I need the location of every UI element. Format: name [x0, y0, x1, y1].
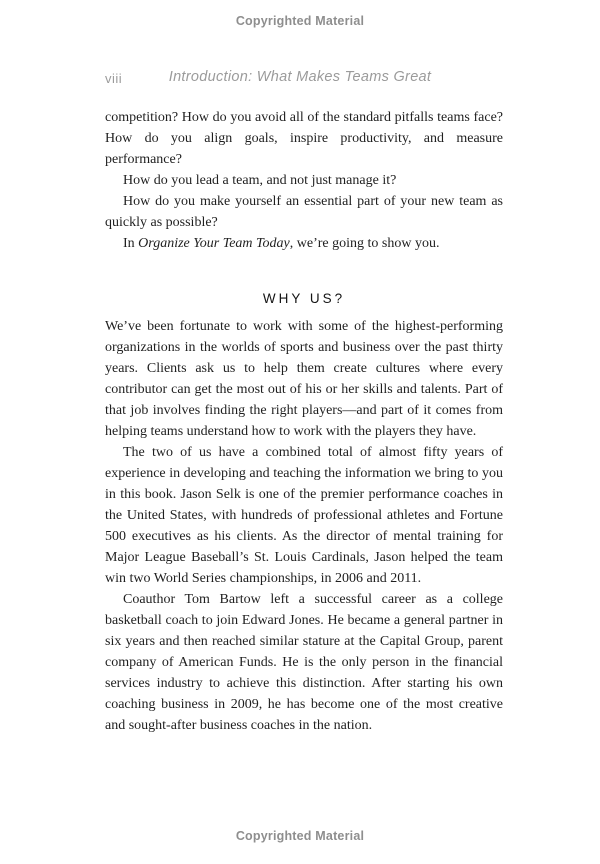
book-title: Organize Your Team Today: [138, 236, 290, 251]
text-run: In: [123, 236, 139, 251]
copyright-notice-bottom: Copyrighted Material: [235, 829, 365, 843]
paragraph-intro-3: How do you make yourself an essential part of your new team as quickly as possible?: [105, 194, 503, 230]
running-title: Introduction: What Makes Teams Great: [168, 69, 432, 85]
paragraph-intro-2: How do you lead a team, and not just manage it?: [123, 173, 397, 188]
paragraph-section-1: We’ve been fortunate to work with some of the highest-performing organizations in the worlds of sports and business over the past thirty years. Clients ask us to help them create cultures where every contributor can get the most out of his or her skills and talents. Part of that job involves finding the right players—and part of it comes from helping teams understand how to work with the players they have.: [105, 319, 503, 439]
paragraph-intro-4: [105, 233, 503, 254]
copyright-notice-top: Copyrighted Material: [235, 14, 365, 28]
text-run: , we’re going to show you.: [289, 236, 440, 251]
body-text: [105, 107, 503, 736]
paragraph-section-2: The two of us have a combined total of almost fifty years of experience in developing and teaching the information we bring to you in this book. Jason Selk is one of the premier performance coaches in the United States, with hundreds of professional athletes and Fortune 500 executives as his clients. As the director of mental training for Major League Baseball’s St. Louis Cardinals, Jason helped the team win two World Series championships, in 2006 and 2011.: [105, 445, 503, 586]
paragraph-section-3: Coauthor Tom Bartow left a successful career as a college basketball coach to join Edward Jones. He became a general partner in six years and then reached similar stature at the Capital Group, parent company of American Funds. He is the only person in the financial services industry to achieve this distinction. After starting his own coaching business in 2009, he has become one of the most creative and sought-after business coaches in the nation.: [105, 592, 503, 733]
section-heading: WHY US?: [262, 291, 346, 306]
page-number: viii: [105, 71, 123, 86]
paragraph-intro-1: competition? How do you avoid all of the standard pitfalls teams face? How do you align goals, inspire productivity, and measure performance?: [105, 110, 503, 167]
page-header: [0, 69, 600, 89]
